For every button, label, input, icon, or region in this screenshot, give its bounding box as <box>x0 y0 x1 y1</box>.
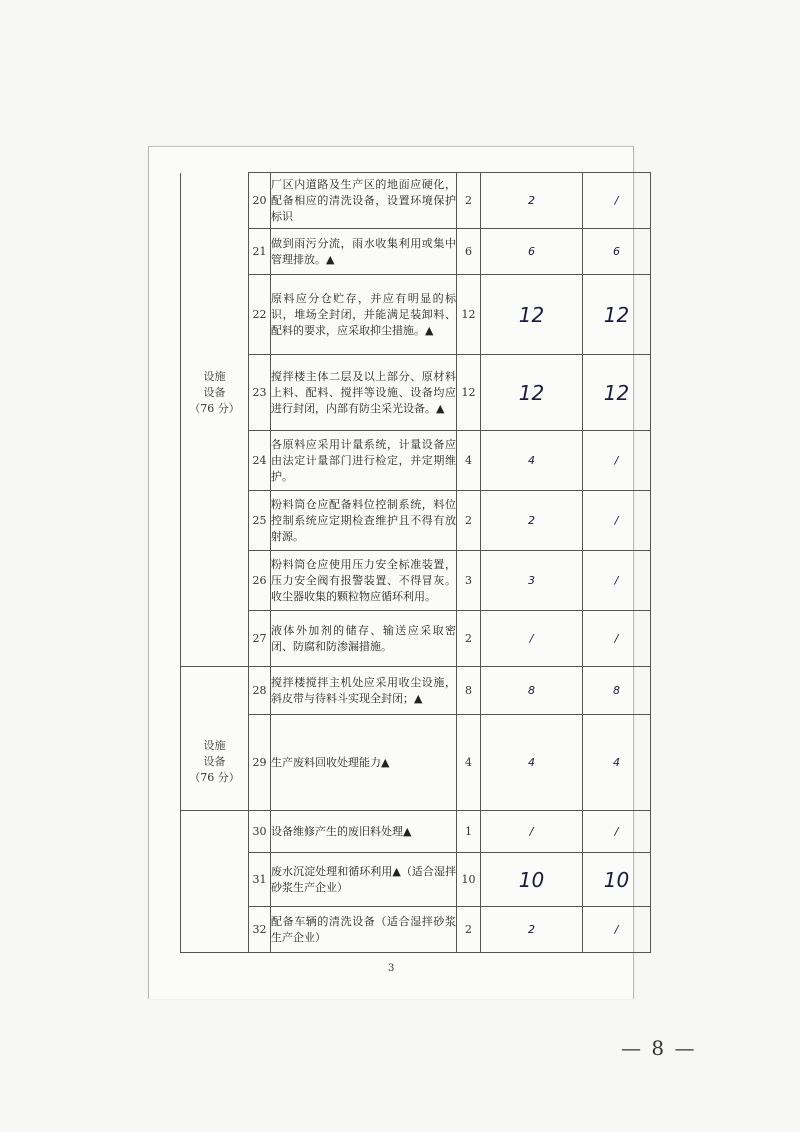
item-description: 设备维修产生的废旧料处理▲ <box>271 811 457 853</box>
category-cell <box>181 173 249 229</box>
review-score: / <box>583 907 651 953</box>
table-row <box>181 811 651 853</box>
table-row <box>181 853 651 907</box>
table-row <box>181 907 651 953</box>
category-cell <box>181 611 249 667</box>
item-number: 22 <box>249 275 271 355</box>
item-number: 20 <box>249 173 271 229</box>
item-points: 3 <box>457 551 481 611</box>
self-score: 12 <box>481 355 583 431</box>
self-score: / <box>481 811 583 853</box>
item-description: 粉料筒仓应配备料位控制系统，料位控制系统应定期检查维护且不得有放射源。 <box>271 491 457 551</box>
self-score: 12 <box>481 275 583 355</box>
item-points: 2 <box>457 611 481 667</box>
item-number: 27 <box>249 611 271 667</box>
item-description: 做到雨污分流，雨水收集利用或集中管理排放。▲ <box>271 229 457 275</box>
review-score: / <box>583 173 651 229</box>
category-line: 设施 <box>203 369 226 383</box>
review-score: 4 <box>583 715 651 811</box>
category-line: 设施 <box>203 739 226 753</box>
item-points: 2 <box>457 173 481 229</box>
score-table <box>180 172 651 953</box>
review-score: / <box>583 611 651 667</box>
review-score: / <box>583 491 651 551</box>
table-row <box>181 667 651 715</box>
item-description: 搅拌楼主体二层及以上部分、原材料上料、配料、搅拌等设施、设备均应进行封闭，内部有防尘采光设备。▲ <box>271 355 457 431</box>
self-score: 6 <box>481 229 583 275</box>
category-cell <box>181 907 249 953</box>
self-score: 2 <box>481 907 583 953</box>
review-score: 12 <box>583 275 651 355</box>
item-points: 6 <box>457 229 481 275</box>
sheet-page-number: 3 <box>388 963 395 974</box>
category-cell <box>181 431 249 491</box>
review-score: 8 <box>583 667 651 715</box>
category-cell <box>181 355 249 431</box>
item-description: 配备车辆的清洗设备（适合湿拌砂浆生产企业） <box>271 907 457 953</box>
category-cell <box>181 853 249 907</box>
item-description: 厂区内道路及生产区的地面应硬化，配备相应的清洗设备，设置环境保护标识 <box>271 173 457 229</box>
table-row <box>181 551 651 611</box>
document-page-number: — 8 — <box>621 1036 697 1060</box>
self-score: 2 <box>481 173 583 229</box>
item-description: 液体外加剂的储存、输送应采取密闭、防腐和防渗漏措施。 <box>271 611 457 667</box>
self-score: 10 <box>481 853 583 907</box>
category-line: 设备 <box>203 755 226 769</box>
category-cell <box>181 667 249 715</box>
item-number: 24 <box>249 431 271 491</box>
item-number: 29 <box>249 715 271 811</box>
self-score: 4 <box>481 715 583 811</box>
self-score: / <box>481 611 583 667</box>
review-score: 6 <box>583 229 651 275</box>
item-points: 12 <box>457 275 481 355</box>
table-row <box>181 229 651 275</box>
item-points: 12 <box>457 355 481 431</box>
review-score: 10 <box>583 853 651 907</box>
self-score: 8 <box>481 667 583 715</box>
item-description: 粉料筒仓应使用压力安全标准装置，压力安全阀有报警装置、不得冒灰。收尘器收集的颗粒物应循环利用。 <box>271 551 457 611</box>
item-description: 生产废料回收处理能力▲ <box>271 715 457 811</box>
category-line: （76 分） <box>189 771 240 785</box>
item-number: 25 <box>249 491 271 551</box>
category-cell <box>181 229 249 275</box>
item-number: 26 <box>249 551 271 611</box>
table-row <box>181 275 651 355</box>
self-score: 2 <box>481 491 583 551</box>
review-score: 12 <box>583 355 651 431</box>
category-line: （76 分） <box>189 401 240 415</box>
item-number: 30 <box>249 811 271 853</box>
item-points: 2 <box>457 491 481 551</box>
category-line: 设备 <box>203 385 226 399</box>
category-cell <box>181 715 249 811</box>
item-points: 8 <box>457 667 481 715</box>
item-description: 各原料应采用计量系统，计量设备应由法定计量部门进行检定，并定期维护。 <box>271 431 457 491</box>
table-row <box>181 611 651 667</box>
table-row <box>181 431 651 491</box>
item-description: 废水沉淀处理和循环利用▲（适合湿拌砂浆生产企业） <box>271 853 457 907</box>
item-number: 32 <box>249 907 271 953</box>
item-description: 原料应分仓贮存，并应有明显的标识，堆场全封闭，并能满足装卸料、配料的要求，应采取抑尘措施。▲ <box>271 275 457 355</box>
self-score: 4 <box>481 431 583 491</box>
item-description: 搅拌楼搅拌主机处应采用收尘设施，斜皮带与待料斗实现全封闭；▲ <box>271 667 457 715</box>
item-number: 23 <box>249 355 271 431</box>
item-points: 1 <box>457 811 481 853</box>
review-score: / <box>583 431 651 491</box>
category-cell <box>181 491 249 551</box>
table-row <box>181 715 651 811</box>
category-cell <box>181 811 249 853</box>
category-cell <box>181 551 249 611</box>
self-score: 3 <box>481 551 583 611</box>
item-points: 10 <box>457 853 481 907</box>
review-score: / <box>583 551 651 611</box>
item-points: 4 <box>457 431 481 491</box>
category-cell <box>181 275 249 355</box>
item-number: 28 <box>249 667 271 715</box>
item-points: 4 <box>457 715 481 811</box>
table-row <box>181 491 651 551</box>
item-number: 31 <box>249 853 271 907</box>
item-points: 2 <box>457 907 481 953</box>
item-number: 21 <box>249 229 271 275</box>
table-row <box>181 173 651 229</box>
review-score: / <box>583 811 651 853</box>
table-row <box>181 355 651 431</box>
